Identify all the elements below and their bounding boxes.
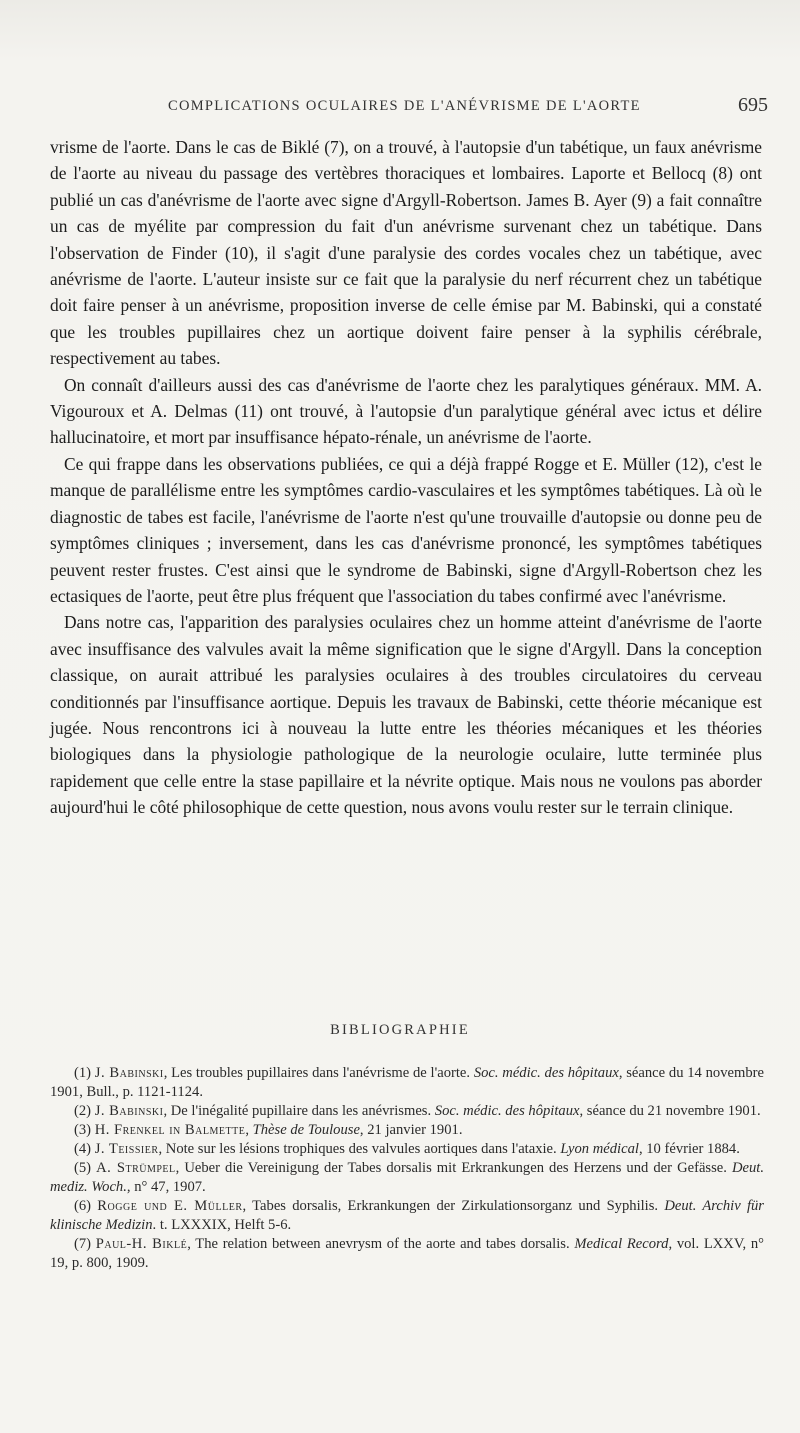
- bib-rest: , 10 février 1884.: [638, 1141, 740, 1157]
- bib-entry-7: [50, 1235, 764, 1273]
- bib-rest: , séance du 21 novembre 1901.: [579, 1103, 761, 1119]
- bib-author: H. Frenkel in Balmette: [94, 1122, 246, 1138]
- bib-source: Lyon médical: [560, 1141, 639, 1157]
- bibliography-title: BIBLIOGRAPHIE: [330, 1022, 470, 1038]
- bib-rest: , n° 47, 1907.: [126, 1179, 206, 1195]
- bib-author: A. Strümpel: [96, 1160, 176, 1176]
- bib-entry-2: [50, 1102, 764, 1121]
- bib-author: J. Babinski: [94, 1065, 164, 1081]
- bib-number: (7): [74, 1236, 92, 1252]
- bib-rest: , 21 janvier 1901.: [359, 1122, 463, 1138]
- paragraph-4: Dans notre cas, l'apparition des paralysies oculaires chez un homme atteint d'anévrisme de l'aorte avec insuffisance des valvules avait la même signification que le signe d'Argyll. Dans la conception classique, on aurait attribué les paralysies oculaires à des troubles circulatoires du cerveau conditionnés par l'insuffisance aortique. Depuis les travaux de Babinski, cette théorie mécanique est jugée. Nous rencontrons ici à nouveau la lutte entre les théories mécaniques et les théories biologiques dans la physiologie pathologique de la neurologie oculaire, lutte terminée plus rapidement que celle entre la stase papillaire et la névrite optique. Mais nous ne voulons pas aborder aujourd'hui le côté philosophique de cette question, nous avons voulu rester sur le terrain clinique.: [50, 612, 762, 818]
- paragraph-3: Ce qui frappe dans les observations publiées, ce qui a déjà frappé Rogge et E. Müller (12), c'est le manque de parallélisme entre les symptômes cardio-vasculaires et les symptômes tabétiques. Là où le diagnostic de tabes est facile, l'anévrisme de l'aorte n'est qu'une trouvaille d'autopsie ou donne peu de symptômes cliniques ; inversement, dans les cas d'anévrisme prononcé, les symptômes tabétiques peuvent rester frustes. C'est ainsi que le syndrome de Babinski, signe d'Argyll-Robertson chez les ectasiques de l'aorte, peut être plus fréquent que l'association du tabes confirmé avec l'anévrisme.: [50, 453, 762, 606]
- bib-source: Medical Record: [574, 1236, 669, 1252]
- bib-rest: . t. LXXXIX, Helft 5-6.: [152, 1217, 292, 1233]
- bib-number: (5): [74, 1160, 92, 1176]
- bib-number: (6): [74, 1198, 92, 1214]
- bib-author: Paul-H. Biklé: [95, 1236, 188, 1252]
- bib-rest: , vol. LXXV, n° 19, p. 800, 1909.: [50, 1236, 764, 1271]
- running-head: COMPLICATIONS OCULAIRES DE L'ANÉVRISME DE L'AORTE: [168, 98, 641, 114]
- bib-source: Deut. mediz. Woch.: [50, 1160, 764, 1195]
- page-number: 695: [738, 94, 768, 116]
- page-header: [48, 94, 768, 120]
- bib-entry-5: [50, 1159, 764, 1197]
- bib-number: (3): [74, 1122, 92, 1138]
- bib-text: , De l'inégalité pupillaire dans les anévrismes.: [163, 1103, 435, 1119]
- paragraph-2: On connaît d'ailleurs aussi des cas d'anévrisme de l'aorte chez les paralytiques généraux. MM. A. Vigouroux et A. Delmas (11) ont trouvé, à l'autopsie d'un paralytique général avec ictus et délire hallucinatoire, et mort par insuffisance hépato-rénale, un anévrisme de l'aorte.: [50, 374, 762, 448]
- bib-entry-3: [50, 1121, 764, 1140]
- bib-source: Soc. médic. des hôpitaux: [434, 1103, 580, 1119]
- bib-source: Soc. médic. des hôpitaux: [473, 1065, 619, 1081]
- bib-source: Deut. Archiv für klinische Medizin: [50, 1198, 764, 1233]
- body-text: [50, 134, 762, 821]
- bib-entry-4: [50, 1140, 764, 1159]
- bibliography-list: [50, 1064, 764, 1273]
- bib-text: , Note sur les lésions trophiques des valvules aortiques dans l'ataxie.: [158, 1141, 561, 1157]
- bib-author: J. Babinski: [94, 1103, 164, 1119]
- bib-entry-6: [50, 1197, 764, 1235]
- bib-rest: , séance du 14 novembre 1901, Bull., p. 1121-1124.: [50, 1065, 764, 1100]
- bib-number: (2): [74, 1103, 92, 1119]
- bib-text: ,: [245, 1122, 253, 1138]
- paragraph-1: vrisme de l'aorte. Dans le cas de Biklé (7), on a trouvé, à l'autopsie d'un tabétique, un faux anévrisme de l'aorte au niveau du passage des vertèbres thoraciques et lombaires. Laporte et Bellocq (8) ont publié un cas d'anévrisme de l'aorte avec signe d'Argyll-Robertson. James B. Ayer (9) a fait connaître un cas de myélite par compression du fait d'un anévrisme survenant chez un tabétique. Dans l'observation de Finder (10), il s'agit d'une paralysie des cordes vocales chez un tabétique, avec anévrisme de l'aorte. L'auteur insiste sur ce fait que la paralysie du nerf récurrent chez un tabétique doit faire penser à un anévrisme, proposition inverse de celle émise par M. Babinski, qui a constaté que les troubles pupillaires chez un aortique doivent faire penser à la syphilis cérébrale, respectivement au tabes.: [50, 137, 762, 369]
- bib-entry-1: [50, 1064, 764, 1102]
- bib-text: , Les troubles pupillaires dans l'anévrisme de l'aorte.: [163, 1065, 474, 1081]
- bib-text: , The relation between anevrysm of the aorte and tabes dorsalis.: [187, 1236, 575, 1252]
- bib-author: Rogge und E. Müller: [97, 1198, 243, 1214]
- bib-number: (1): [74, 1065, 92, 1081]
- bib-text: , Tabes dorsalis, Erkrankungen der Zirkulationsorganz und Syphilis.: [242, 1198, 665, 1214]
- bib-text: , Ueber die Vereinigung der Tabes dorsalis mit Erkrankungen des Herzens und der Gefässe.: [175, 1160, 732, 1176]
- bib-number: (4): [74, 1141, 92, 1157]
- bib-author: J. Teissier: [94, 1141, 159, 1157]
- bib-source: Thèse de Toulouse: [252, 1122, 360, 1138]
